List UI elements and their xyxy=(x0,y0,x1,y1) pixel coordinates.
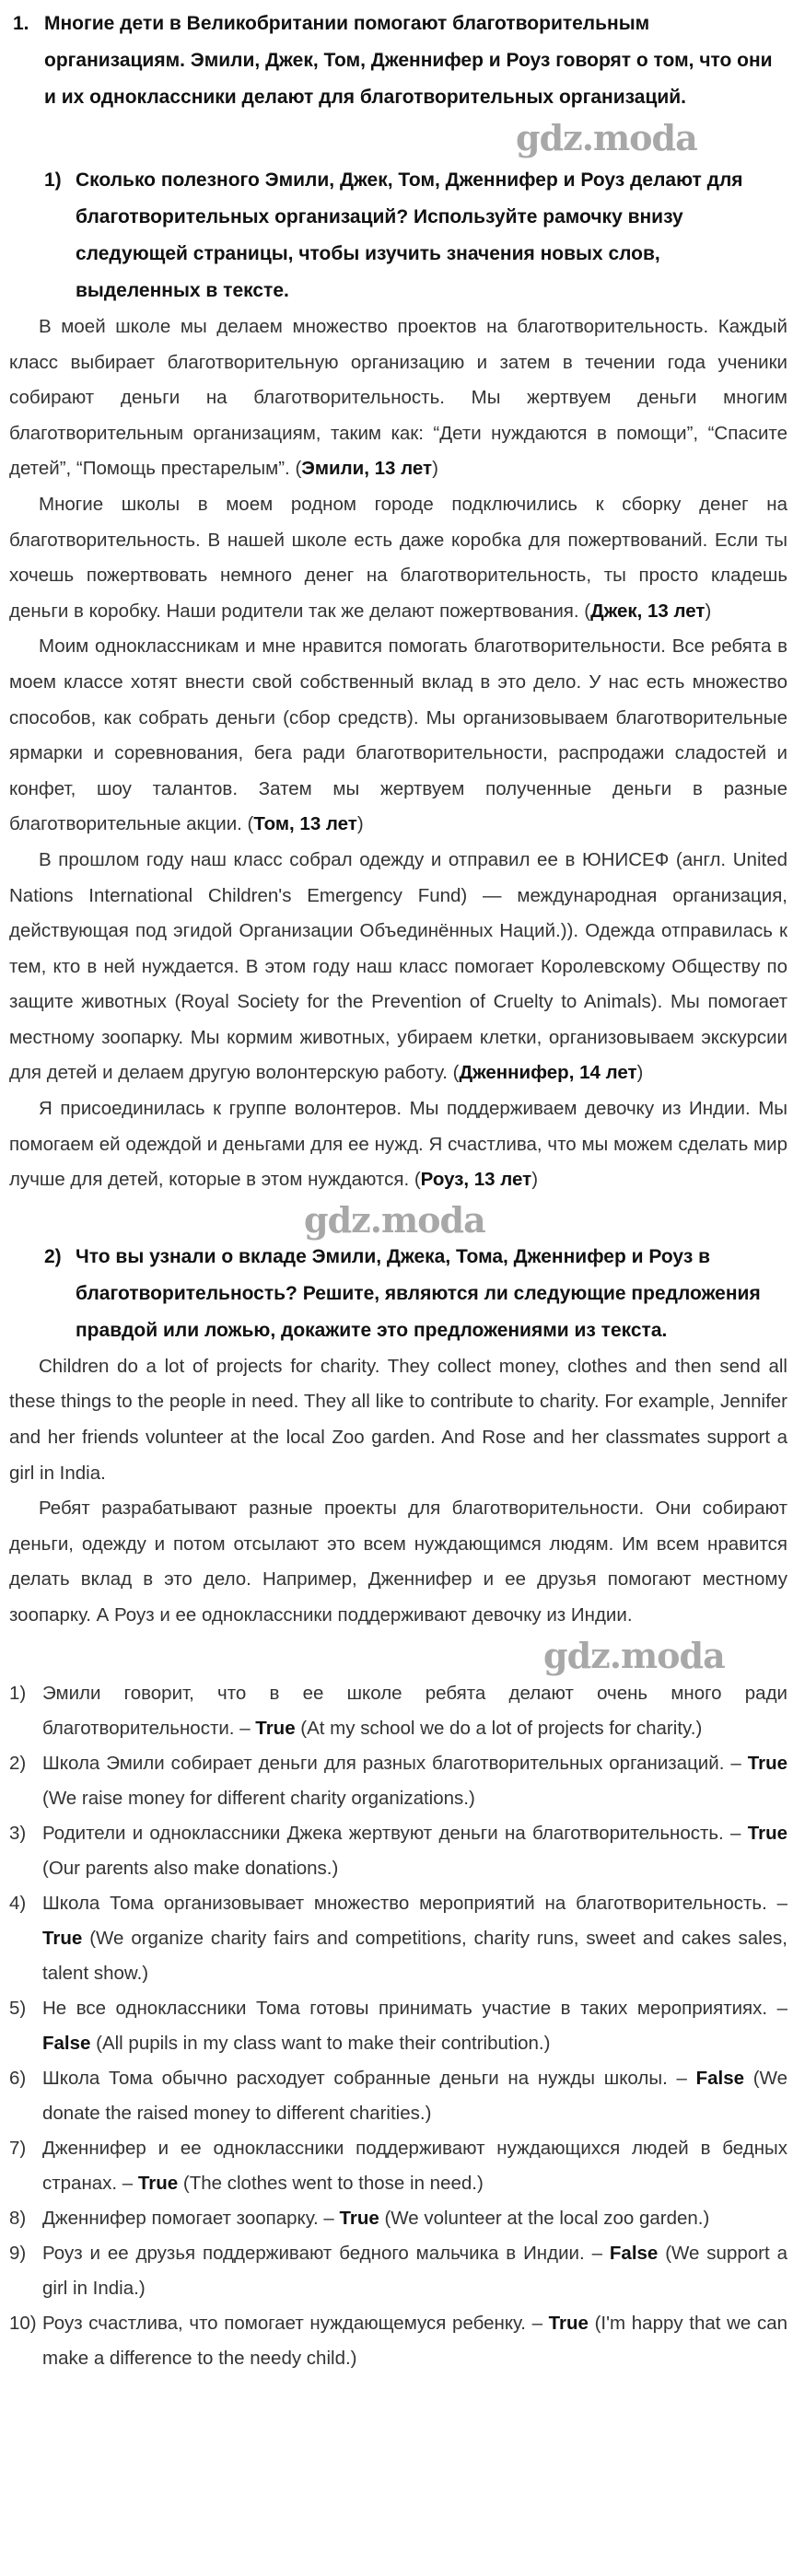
watermark: gdz.moda xyxy=(304,1198,485,1241)
answer-item xyxy=(9,1676,787,1746)
author-signature: Дженнифер, 14 лет xyxy=(459,1062,637,1084)
answer-verdict: True xyxy=(137,2172,179,2194)
summary-section xyxy=(0,1349,793,1634)
answer-statement: Эмили говорит, что в ее школе ребята делают очень много ради благотворительности. – xyxy=(42,1682,787,1739)
paragraph xyxy=(9,843,787,1091)
spacer xyxy=(0,116,793,162)
answer-evidence: (The clothes went to those in need.) xyxy=(178,2172,484,2194)
answer-number: 3) xyxy=(9,1822,27,1844)
answer-statement: Школа Тома организовывает множество мероприятий на благотворительность. – xyxy=(42,1892,787,1914)
watermark: gdz.moda xyxy=(516,117,697,158)
task-text: Многие дети в Великобритании помогают благотворительным организациям. Эмили, Джек, Том, Дженнифер и Роуз говорят о том, что они и их одноклассники делают для благотворительных организаций. xyxy=(44,13,773,108)
answer-number: 7) xyxy=(9,2137,27,2159)
answers-list xyxy=(9,1676,787,2376)
answer-item xyxy=(9,2306,787,2376)
answer-evidence: (We support a girl in India.) xyxy=(42,2242,787,2299)
author-signature: Джек, 13 лет xyxy=(590,600,706,622)
paragraph-text: Я присоединилась к группе волонтеров. Мы поддерживаем девочку из Индии. Мы помогаем ей одеждой и деньгами для ее нужд. Я счастлива, что мы можем сделать мир лучше для детей, которые в этом нуждаются. ( xyxy=(9,1098,787,1191)
answer-number: 2) xyxy=(9,1752,27,1774)
answer-statement: Роуз счастлива, что помогает нуждающемуся ребенку. – xyxy=(42,2312,549,2334)
author-signature: Том, 13 лет xyxy=(253,813,357,835)
paragraph-text: ) xyxy=(705,600,712,622)
answer-item xyxy=(9,1746,787,1816)
answer-number: 4) xyxy=(9,1892,27,1914)
paragraph xyxy=(9,1349,787,1491)
paragraph-text: ) xyxy=(531,1169,539,1191)
answer-number: 9) xyxy=(9,2242,27,2264)
answer-evidence: (At my school we do a lot of projects for charity.) xyxy=(295,1717,703,1739)
answer-statement: Дженнифер и ее одноклассники поддерживают нуждающихся людей в бедных странах. – xyxy=(42,2137,787,2194)
answer-evidence: (We organize charity fairs and competitions, charity runs, sweet and cakes sales, talent show.) xyxy=(42,1927,787,1984)
answer-evidence: (All pupils in my class want to make their contribution.) xyxy=(90,2032,551,2054)
paragraph xyxy=(9,1091,787,1198)
answer-number: 10) xyxy=(9,2312,37,2334)
paragraph xyxy=(9,309,787,487)
question-text: Сколько полезного Эмили, Джек, Том, Дженнифер и Роуз делают для благотворительных организаций? Используйте рамочку внизу следующей страницы, чтобы изучить значения новых слов, выделенных в тексте. xyxy=(76,169,743,301)
paragraph-text: В моей школе мы делаем множество проектов на благотворительность. Каждый класс выбирает благотворительную организацию и затем в течении года ученики собирают деньги на благотворительность. Мы жертвуем деньги многим благотворительным организациям, таким как: “Дети нуждаются в помощи”, “Спасите детей”, “Помощь престарелым”. ( xyxy=(9,316,787,480)
task-heading xyxy=(13,6,782,116)
paragraph-text: Многие школы в моем родном городе подключились к сборку денег на благотворительность. В нашей школе есть даже коробка для пожертвований. Если ты хочешь пожертвовать немного денег на благотворительность, ты просто кладешь деньги в коробку. Наши родители так же делают пожертвования. ( xyxy=(9,493,787,622)
paragraph-text: ) xyxy=(636,1062,644,1084)
answer-verdict: True xyxy=(255,1717,296,1739)
question-2 xyxy=(44,1239,772,1349)
question-number: 2) xyxy=(44,1245,62,1267)
answer-verdict: True xyxy=(42,1927,83,1949)
answer-evidence: (Our parents also make donations.) xyxy=(42,1857,339,1879)
answer-statement: Школа Тома обычно расходует собранные деньги на нужды школы. – xyxy=(42,2067,696,2089)
paragraph xyxy=(9,1491,787,1633)
paragraph xyxy=(9,629,787,843)
answer-statement: Родители и одноклассники Джека жертвуют деньги на благотворительность. – xyxy=(42,1822,748,1844)
answer-item xyxy=(9,1991,787,2061)
answer-evidence: (We raise money for different charity organizations.) xyxy=(42,1787,475,1809)
answer-evidence: (We volunteer at the local zoo garden.) xyxy=(379,2207,710,2229)
answer-verdict: False xyxy=(609,2242,659,2264)
spacer xyxy=(0,1198,793,1239)
question-number: 1) xyxy=(44,169,62,191)
answer-item xyxy=(9,2061,787,2131)
answer-item xyxy=(9,2201,787,2236)
author-signature: Эмили, 13 лет xyxy=(301,458,433,480)
answer-number: 6) xyxy=(9,2067,27,2089)
spacer xyxy=(0,1634,793,1676)
paragraph-text: В прошлом году наш класс собрал одежду и отправил ее в ЮНИСЕФ (англ. United Nations International Children's Emergency Fund) — международная организация, действующая под эгидой Организации Объединённых Наций.)). Одежда отправилась к тем, кто в ней нуждается. В этом году наш класс помогает Королевскому Обществу по защите животных (Royal Society for the Prevention of Cruelty to Animals). Мы помогает местному зоопарку. Мы кормим животных, убираем клетки, организовываем экскурсии для детей и делаем другую волонтерскую работу. ( xyxy=(9,848,787,1084)
answer-number: 8) xyxy=(9,2207,27,2229)
answer-verdict: False xyxy=(695,2067,745,2089)
paragraph-text: Ребят разрабатывают разные проекты для благотворительности. Они собирают деньги, одежду и потом отсылают это всем нуждающимся людям. Им всем нравится делать вклад в это дело. Например, Дженнифер и ее друзья помогают местному зоопарку. А Роуз и ее одноклассники поддерживают девочку из Индии. xyxy=(9,1498,787,1626)
answer-statement: Не все одноклассники Тома готовы принимать участие в таких мероприятиях. – xyxy=(42,1997,787,2019)
answer-verdict: True xyxy=(747,1822,787,1844)
answer-statement: Дженнифер помогает зоопарку. – xyxy=(42,2207,340,2229)
answer-verdict: False xyxy=(42,2032,91,2054)
answer-verdict: True xyxy=(747,1752,787,1774)
paragraph-text: Моим одноклассникам и мне нравится помогать благотворительности. Все ребята в моем классе хотят внести свой собственный вклад в это дело. У нас есть множество способов, как собрать деньги (сбор средств). Мы организовываем благотворительные ярмарки и соревнования, бега ради благотворительности, распродажи сладостей и конфет, шоу талантов. Затем мы жертвуем полученные деньги в разные благотворительные акции. ( xyxy=(9,635,787,835)
answer-item xyxy=(9,1816,787,1886)
answer-item xyxy=(9,2131,787,2201)
answer-number: 1) xyxy=(9,1682,27,1704)
texts-section xyxy=(0,309,793,1198)
answer-evidence: (We donate the raised money to different charities.) xyxy=(42,2067,787,2124)
author-signature: Роуз, 13 лет xyxy=(420,1169,532,1191)
answer-number: 5) xyxy=(9,1997,27,2019)
task-number: 1. xyxy=(13,13,29,34)
answer-item xyxy=(9,1886,787,1991)
paragraph xyxy=(9,487,787,629)
paragraph-text: Children do a lot of projects for charity. They collect money, clothes and then send all these things to the people in need. They all like to contribute to charity. For example, Jennifer and her friends volunteer at the local Zoo garden. And Rose and her classmates support a girl in India. xyxy=(9,1355,787,1484)
paragraph-text: ) xyxy=(356,813,364,835)
answer-evidence: (I'm happy that we can make a difference to the needy child.) xyxy=(42,2312,788,2369)
answer-statement: Роуз и ее друзья поддерживают бедного мальчика в Индии. – xyxy=(42,2242,610,2264)
answer-statement: Школа Эмили собирает деньги для разных благотворительных организаций. – xyxy=(42,1752,748,1774)
question-text: Что вы узнали о вкладе Эмили, Джека, Тома, Дженнифер и Роуз в благотворительность? Решите, являются ли следующие предложения правдой или ложью, докажите это предложениями из текста. xyxy=(76,1245,761,1341)
watermark: gdz.moda xyxy=(543,1634,725,1676)
answer-item xyxy=(9,2236,787,2306)
answer-verdict: True xyxy=(339,2207,379,2229)
question-1 xyxy=(44,162,772,309)
paragraph-text: ) xyxy=(432,458,438,480)
answer-verdict: True xyxy=(548,2312,589,2334)
